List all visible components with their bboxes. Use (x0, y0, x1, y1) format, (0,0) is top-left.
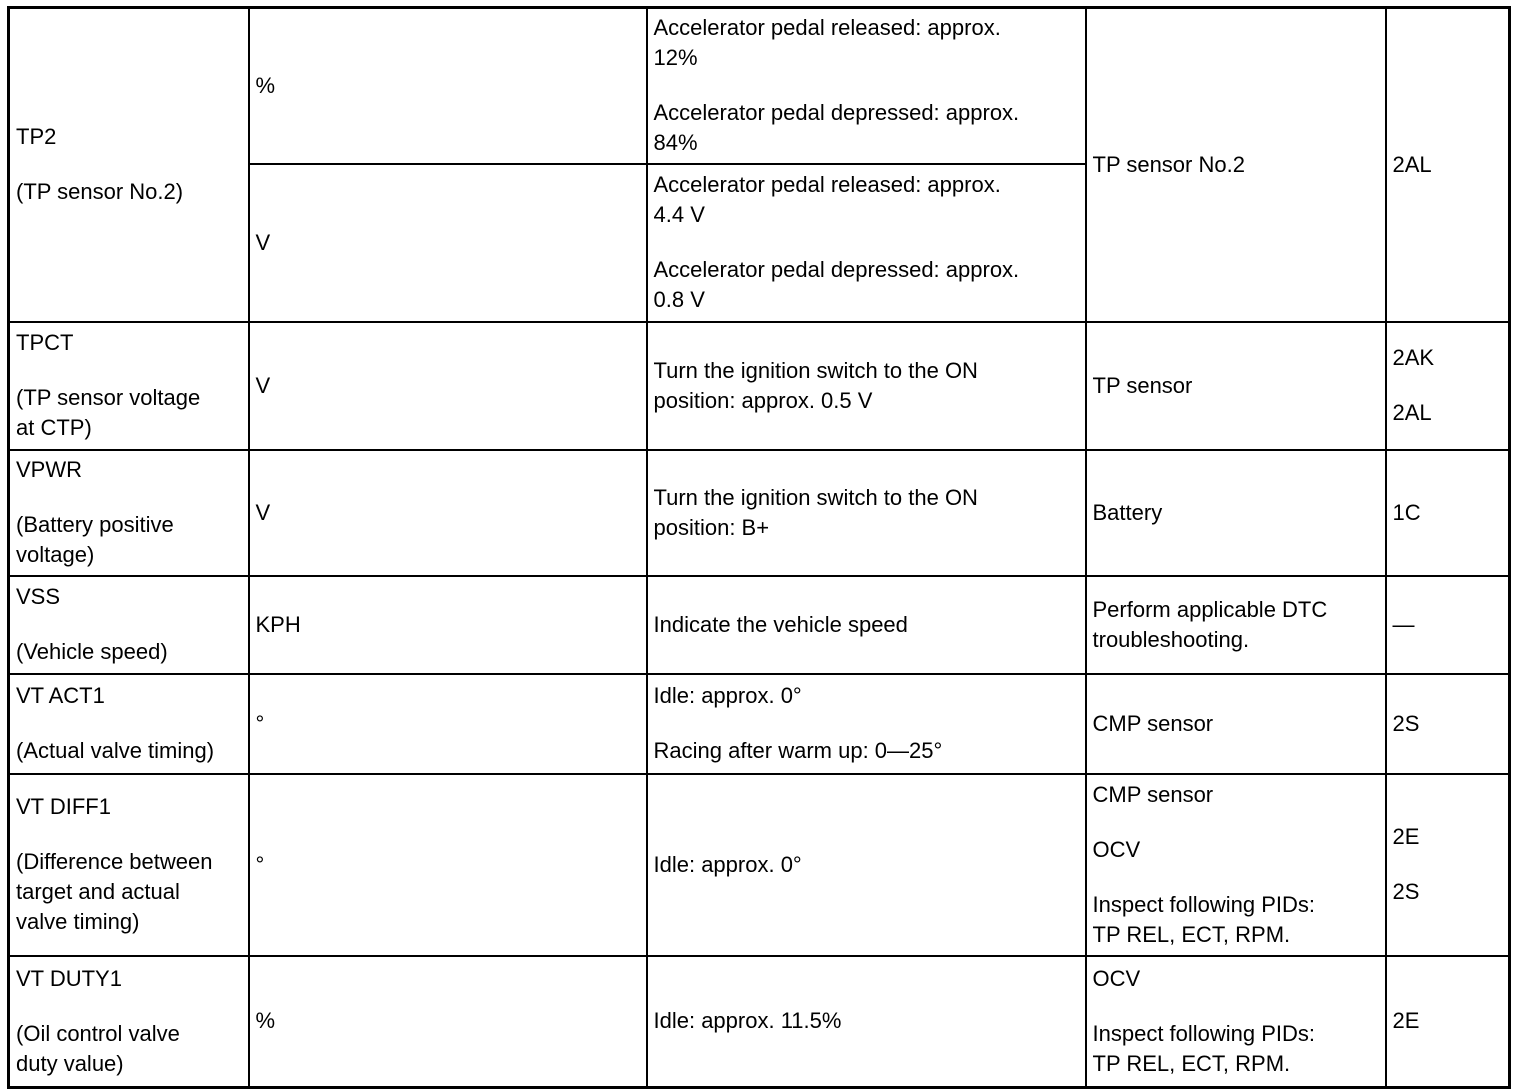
pid-cell (9, 8, 249, 322)
pid-name: TP2 (16, 124, 57, 150)
pid-cell (9, 450, 249, 576)
action-text: TP REL, ECT, RPM. (1092, 1050, 1291, 1076)
pid-description: target and actual (16, 879, 180, 904)
action-cell (1086, 956, 1386, 1088)
unit-cell: KPH (249, 576, 647, 674)
table-row (9, 450, 1510, 576)
condition-cell (647, 674, 1086, 774)
condition-text: Turn the ignition switch to the ON (653, 357, 978, 383)
action-cell: TP sensor (1086, 322, 1386, 450)
action-cell (1086, 576, 1386, 674)
pid-monitor-table (7, 6, 1511, 1089)
pid-name: VT DIFF1 (16, 794, 111, 819)
pid-name: VT ACT1 (16, 683, 105, 708)
unit-cell: V (249, 164, 647, 322)
pid-name: VSS (16, 584, 61, 609)
unit-cell: V (249, 322, 647, 450)
terminal-cell (1386, 322, 1510, 450)
pid-description: (TP sensor No.2) (16, 179, 184, 205)
action-text: Inspect following PIDs: (1092, 1020, 1316, 1046)
action-text: Perform applicable DTC (1092, 596, 1328, 622)
condition-cell (647, 450, 1086, 576)
pid-description: (Actual valve timing) (16, 738, 215, 763)
table-row (9, 774, 1510, 956)
table-row (9, 322, 1510, 450)
action-cell: TP sensor No.2 (1086, 8, 1386, 322)
terminal-cell: 2S (1386, 674, 1510, 774)
terminal-cell (1386, 774, 1510, 956)
condition-text: Accelerator pedal depressed: approx. (653, 100, 1020, 126)
table-row (9, 674, 1510, 774)
action-text: troubleshooting. (1092, 626, 1250, 652)
unit-cell: ° (249, 674, 647, 774)
table-row (9, 576, 1510, 674)
terminal-text: 2AL (1392, 400, 1432, 425)
action-text: CMP sensor (1092, 781, 1214, 807)
terminal-cell: — (1386, 576, 1510, 674)
terminal-cell: 2E (1386, 956, 1510, 1088)
terminal-text: 2AK (1392, 345, 1435, 370)
condition-text: 12% (653, 45, 698, 71)
pid-description: (Oil control valve (16, 1020, 180, 1046)
condition-text: 0.8 V (653, 287, 705, 312)
condition-text: Accelerator pedal released: approx. (653, 15, 1001, 41)
unit-cell: ° (249, 774, 647, 956)
condition-cell: Indicate the vehicle speed (647, 576, 1086, 674)
condition-text: position: approx. 0.5 V (653, 387, 873, 413)
pid-description: (Vehicle speed) (16, 639, 168, 664)
pid-description: (Battery positive (16, 512, 174, 537)
condition-cell: Idle: approx. 0° (647, 774, 1086, 956)
condition-text: Turn the ignition switch to the ON (653, 484, 978, 510)
condition-cell (647, 322, 1086, 450)
condition-text: Accelerator pedal depressed: approx. (653, 257, 1020, 282)
pid-description: (TP sensor voltage (16, 385, 201, 410)
condition-cell: Idle: approx. 11.5% (647, 956, 1086, 1088)
pid-name: TPCT (16, 330, 74, 355)
action-text: OCV (1092, 965, 1141, 991)
action-text: Inspect following PIDs: (1092, 891, 1316, 917)
action-text: OCV (1092, 836, 1141, 862)
action-cell: Battery (1086, 450, 1386, 576)
table-row (9, 8, 1510, 164)
condition-text: position: B+ (653, 514, 770, 540)
pid-description: (Difference between (16, 849, 213, 874)
pid-description: voltage) (16, 542, 95, 567)
unit-cell: % (249, 956, 647, 1088)
action-cell (1086, 774, 1386, 956)
condition-text: Accelerator pedal released: approx. (653, 172, 1001, 197)
pid-description: at CTP) (16, 415, 92, 440)
condition-cell (647, 8, 1086, 164)
terminal-text: 2S (1392, 879, 1420, 904)
pid-cell (9, 674, 249, 774)
condition-cell (647, 164, 1086, 322)
action-text: TP REL, ECT, RPM. (1092, 921, 1291, 947)
condition-text: Idle: approx. 0° (653, 683, 802, 708)
pid-name: VT DUTY1 (16, 965, 122, 991)
pid-cell (9, 774, 249, 956)
condition-text: 84% (653, 130, 698, 156)
unit-cell: V (249, 450, 647, 576)
pid-description: duty value) (16, 1050, 124, 1076)
condition-text: Racing after warm up: 0—25° (653, 738, 943, 763)
pid-cell (9, 322, 249, 450)
terminal-cell: 1C (1386, 450, 1510, 576)
action-cell: CMP sensor (1086, 674, 1386, 774)
condition-text: 4.4 V (653, 202, 705, 227)
terminal-cell: 2AL (1386, 8, 1510, 322)
pid-description: valve timing) (16, 909, 140, 934)
terminal-text: 2E (1392, 824, 1420, 849)
pid-cell (9, 956, 249, 1088)
unit-cell: % (249, 8, 647, 164)
table-row (9, 956, 1510, 1088)
pid-cell (9, 576, 249, 674)
pid-name: VPWR (16, 457, 82, 482)
